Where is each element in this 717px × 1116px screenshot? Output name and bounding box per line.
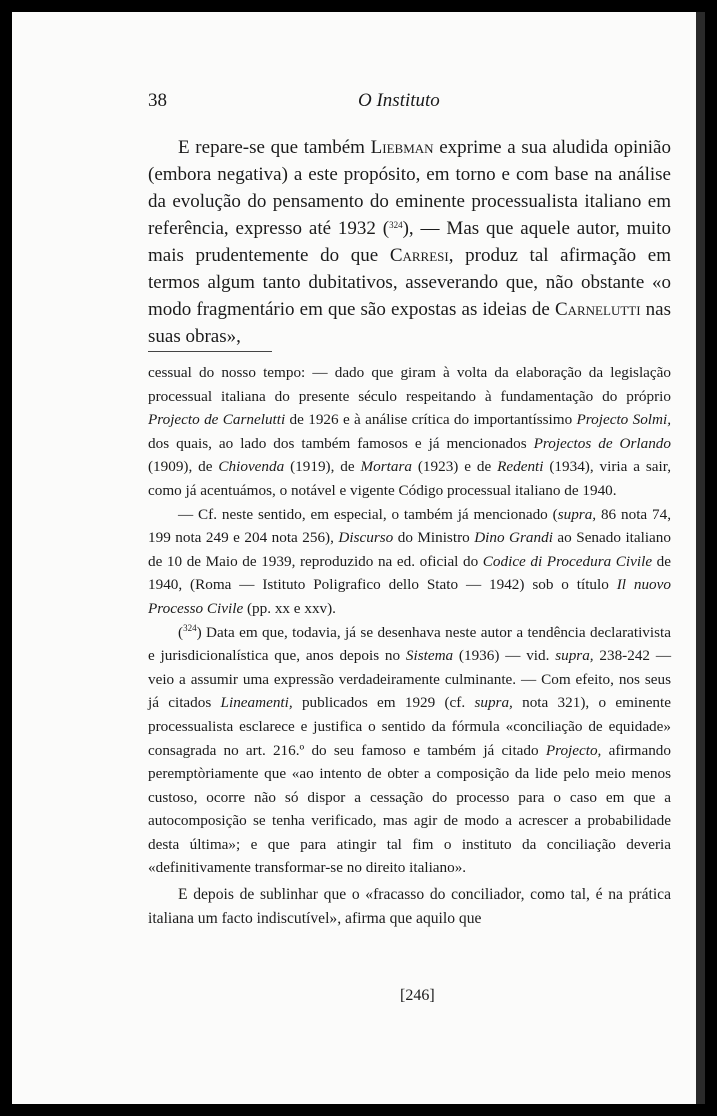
footnote-324-continued: E depois de sublinhar que o «fracasso do conciliador, como tal, é na prática italiana um facto indiscutível», afirma que aquilo que — [148, 886, 671, 927]
main-text — [148, 134, 671, 350]
footnote-divider — [148, 351, 272, 352]
author-liebman: Liebman — [370, 137, 434, 158]
author-carresi: Carresi — [389, 245, 449, 266]
footnotes — [148, 361, 671, 930]
footnote-marker: 324 — [183, 622, 197, 633]
author-carnelutti: Carnelutti — [554, 299, 641, 320]
running-title: O Instituto — [358, 90, 440, 111]
page-reference: [246] — [400, 987, 435, 1004]
footnote-continuation-2: — Cf. neste sentido, em especial, o também já mencionado (supra, 86 nota 74, 199 nota 249 e 204 nota 256), Discurso do Ministro Dino Grandi ao Senado italiano de 10 de Maio de 1939, reproduzido na ed. oficial do Codice di Procedura Civile de 1940, (Roma — Istituto Poligrafico dello Stato — 1942) sob o título Il nuovo Processo Civile (pp. xx e xxv). — [148, 505, 671, 617]
book-page — [12, 12, 705, 1104]
footnote-324: ($^{324}$) Data em que, todavia, já se desenhava neste autor a tendência declarativista e jurisdicionalística que, anos depois no Sistema (1936) — vid. supra, 238-242 — veio a assumir uma expressão verdadeiramente culminante. — Com efeito, nos seus já citados Lineamenti, publicados em 1929 (cf. supra, nota 321), o eminente processualista esclarece e justifica o sentido da fórmula «conciliação de equidade» consagrada no art. 216.º do seu famoso e também já citado Projecto, afirmando peremptòriamente que «ao intento de obter a composição da lide pelo meio menos custoso, ocorre não só dispor a cessação do processo para o caso em que a autocomposição se tenha verificado, mas agir de modo a acrescer a probabilidade desta última»; e que para atingir tal fim o instituto da conciliação deveria «definitivamente transformar-se no direito italiano». — [148, 622, 672, 877]
footnote-ref-324: 324 — [389, 220, 403, 230]
page-number: 38 — [148, 90, 167, 111]
main-paragraph: E repare-se que também Liebman exprime a sua aludida opinião (embora negativa) a este propósito, em torno e com base na análise da evolução do pensamento do eminente processualista italiano em referência, expresso até 1932 ($^{324}$), — Mas que aquele autor, muito mais prudentemente do que Carresi, produz tal afirmação em termos algum tanto dubitativos, asseverando que, não obstante «o modo fragmentário em que são expostas as ideias de Carnelutti nas suas obras», — [148, 137, 671, 347]
footnote-continuation: cessual do nosso tempo: — dado que giram à volta da elaboração da legislação processual italiana do presente século respeitando à fundamentação do próprio Projecto de Carnelutti de 1926 e à análise crítica do importantíssimo Projecto Solmi, dos quais, ao lado dos também famosos e já mencionados Projectos de Orlando (1909), de Chiovenda (1919), de Mortara (1923) e de Redenti (1934), viria a sair, como já acentuámos, o notável e vigente Código processual italiano de 1940. — [148, 364, 672, 499]
